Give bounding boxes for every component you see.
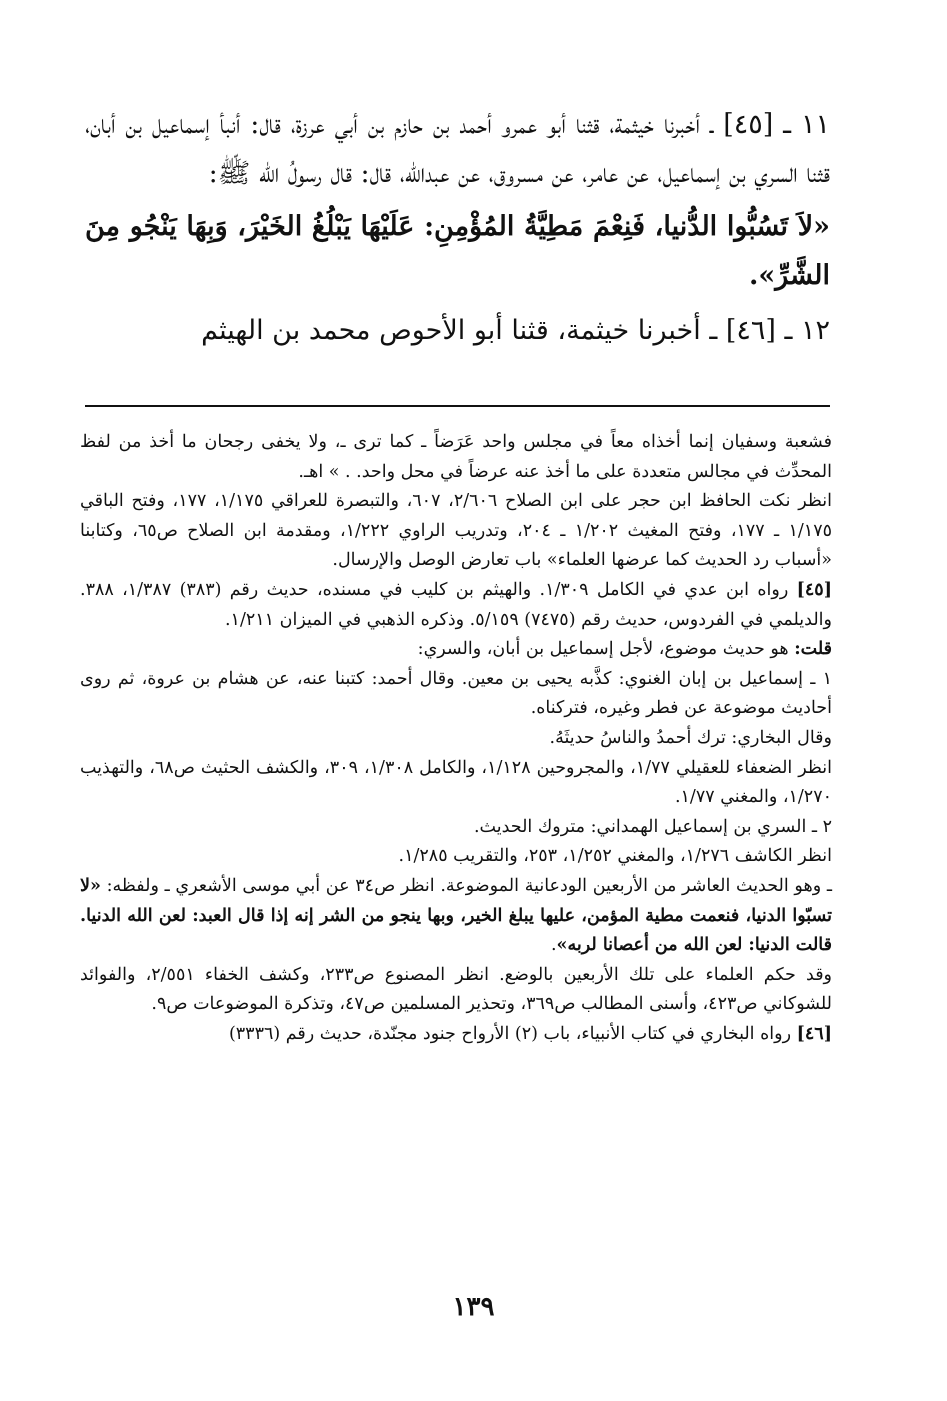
narrator-1: ١ ـ إسماعيل بن إبان الغنوي: كذَّبه يحيى بن معين. وقال أحمد: كتبنا عنه، عن هشام بن عروة، ثم روى أحاديث موضوعة عن فطر وغيره، فتركناه. (80, 668, 832, 719)
narrator-2: ٢ ـ السري بن إسماعيل الهمداني: متروك الحديث. (473, 816, 832, 837)
footnote-qult (80, 635, 832, 665)
narrator-1-sources: انظر الضعفاء للعقيلي ١/٧٧، والمجروحين ١/١٢٨، والكامل ١/٣٠٨، ٣٠٩، والكشف الحثيث ص٦٨، والتهذيب ١/٢٧٠، والمغني ١/٧٧. (80, 757, 833, 808)
footnote-separator (85, 405, 830, 407)
narrator-2-sources: انظر الكاشف ١/٢٧٦، والمغني ١/٢٥٢، ٢٥٣، والتقريب ١/٢٨٥. (398, 846, 832, 867)
footnote-references: انظر نكت الحافظ ابن حجر على ابن الصلاح ٢/٦٠٦، ٦٠٧، والتبصرة للعراقي ١/١٧٥، ١٧٧، وفتح الباقي ١/١٧٥ ـ ١٧٧، وفتح المغيث ١/٢٠٢ ـ ٢٠٤، وتدريب الراوي ١/٢٢٢، ومقدمة ابن الصلاح ص٦٥، وكتابنا «أسباب رد الحديث كما عرضها العلماء» باب تعارض الوصل والإرسال. (80, 491, 832, 571)
footnote-45 (80, 576, 832, 635)
footnotes (80, 428, 832, 1049)
hadith-12-isnad: ١٢ ـ [٤٦] ـ أخبرنا خيثمة، قثنا أبو الأحوص محمد بن الهيثم (201, 315, 830, 346)
footnote-45-marker: [٤٥] (796, 579, 832, 600)
qult-label: قلت: (794, 639, 832, 660)
footnote-46 (80, 1020, 832, 1050)
wadaaniyya-end: . (550, 935, 557, 956)
footnote-continuation: فشعبة وسفيان إنما أخذاه معاً في مجلس واحد عَرَضاً ـ كما ترى ـ، ولا يخفى رجحان ما أخذ من لفظ المحدِّث في مجالس متعددة على ما أخذ عنه عرضاً في محل واحد. . » اهـ. (80, 432, 832, 482)
footnote-46-text: رواه البخاري في كتاب الأنبياء، باب (٢) الأرواح جنود مجنّدة، حديث رقم (٣٣٣٦) (228, 1023, 792, 1044)
footnote-45-text: رواه ابن عدي في الكامل ١/٣٠٩. والهيثم بن كليب في مسنده، حديث رقم (٣٨٣) ١/٣٨٧، ٣٨٨. والديلمي في الفردوس، حديث رقم (٧٤٧٥) ٥/١٥٩. وذكره الذهبي في الميزان ١/٢١١. (80, 579, 832, 630)
scholars-ruling: وقد حكم العلماء على تلك الأربعين بالوضع. انظر المصنوع ص٢٣٣، وكشف الخفاء ٢/٥٥١، والفوائد للشوكاني ص٤٢٣، وأسنى المطالب ص٣٦٩، وتحذير المسلمين ص٤٧، وتذكرة الموضوعات ص٩. (80, 964, 833, 1015)
wadaaniyya-quote: «لا تسبّوا الدنيا، فنعمت مطية المؤمن، عليها يبلغ الخير، وبها ينجو من الشر إنه إذا قال العبد: لعن الله الدنيا. قالت الدنيا: لعن الله من أعصانا لربه» (80, 875, 832, 956)
main-text (85, 100, 830, 355)
narrator-1-bukhari: وقال البخاري: ترك أحمدُ والناسُ حديثَهُ. (549, 727, 832, 748)
page-number: ١٣٩ (452, 1292, 495, 1322)
hadith-11-isnad: ١١ ـ [٤٥] ـ أخبرنا خيثمة، قثنا أبو عمرو أحمد بن حازم بن أبي عرزة، قال: أنبأ إسماعيل بن أبان، قثنا السري بن إسماعيل، عن عامر، عن مسروق، عن عبدالله، قال: قال رسولُ الله ﷺ: (85, 109, 830, 189)
qult-text: هو حديث موضوع، لأجل إسماعيل بن أبان، والسري: (417, 639, 789, 660)
wadaaniyya-text: ـ وهو الحديث العاشر من الأربعين الودعانية الموضوعة. انظر ص٣٤ عن أبي موسى الأشعري ـ ولفظه: (106, 875, 832, 896)
wadaaniyya-note (80, 872, 832, 961)
hadith-11-matn: «لاَ تَسُبُّوا الدُّنيا، فَنِعْمَ مَطِيَّةُ المُؤْمِنِ: عَلَيْهَا يَبْلُغُ الخَيْرَ، وَبِهَا يَنْجُو مِنَ الشَّرِّ». (85, 211, 830, 291)
footnote-46-marker: [٤٦] (796, 1023, 832, 1044)
